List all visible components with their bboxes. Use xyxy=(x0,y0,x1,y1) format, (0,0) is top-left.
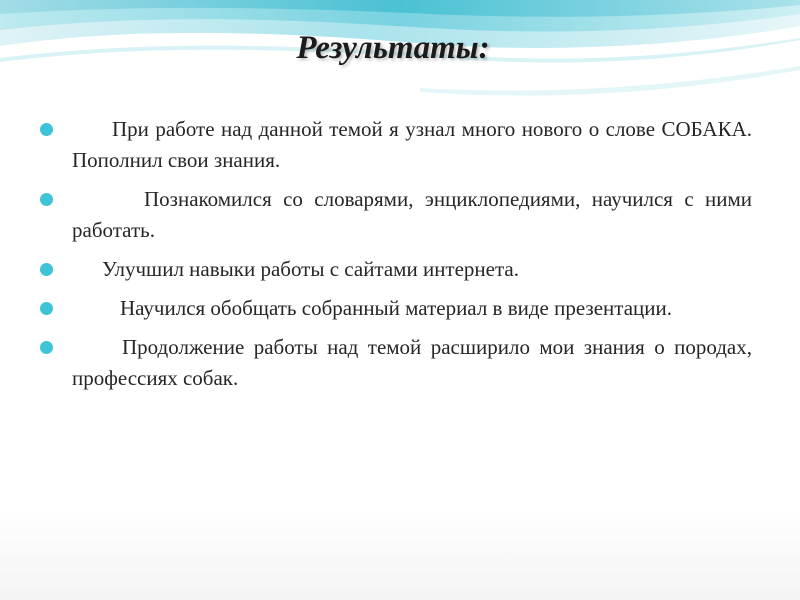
bullet-circle-icon xyxy=(40,123,53,136)
bullet-circle-icon xyxy=(40,341,53,354)
list-item xyxy=(40,332,752,394)
bullet-text: Улучшил навыки работы с сайтами интернета. xyxy=(102,257,519,281)
list-item xyxy=(40,293,752,324)
list-item xyxy=(40,254,752,285)
bullet-text: Научился обобщать собранный материал в виде презентации. xyxy=(120,296,673,320)
bullet-text: Продолжение работы над темой расширило мои знания о породах, профессиях собак. xyxy=(72,335,752,390)
list-item xyxy=(40,184,752,246)
bullet-circle-icon xyxy=(40,193,53,206)
results-bullet-list xyxy=(40,114,752,402)
list-item xyxy=(40,114,752,176)
bullet-circle-icon xyxy=(40,302,53,315)
bullet-text: При работе над данной темой я узнал много нового о слове СОБАКА. Пополнил свои знания. xyxy=(72,117,752,172)
bullet-text: Познакомился со словарями, энциклопедиями, научился с ними работать. xyxy=(72,187,752,242)
slide-title: Результаты: xyxy=(296,30,490,66)
bullet-circle-icon xyxy=(40,263,53,276)
